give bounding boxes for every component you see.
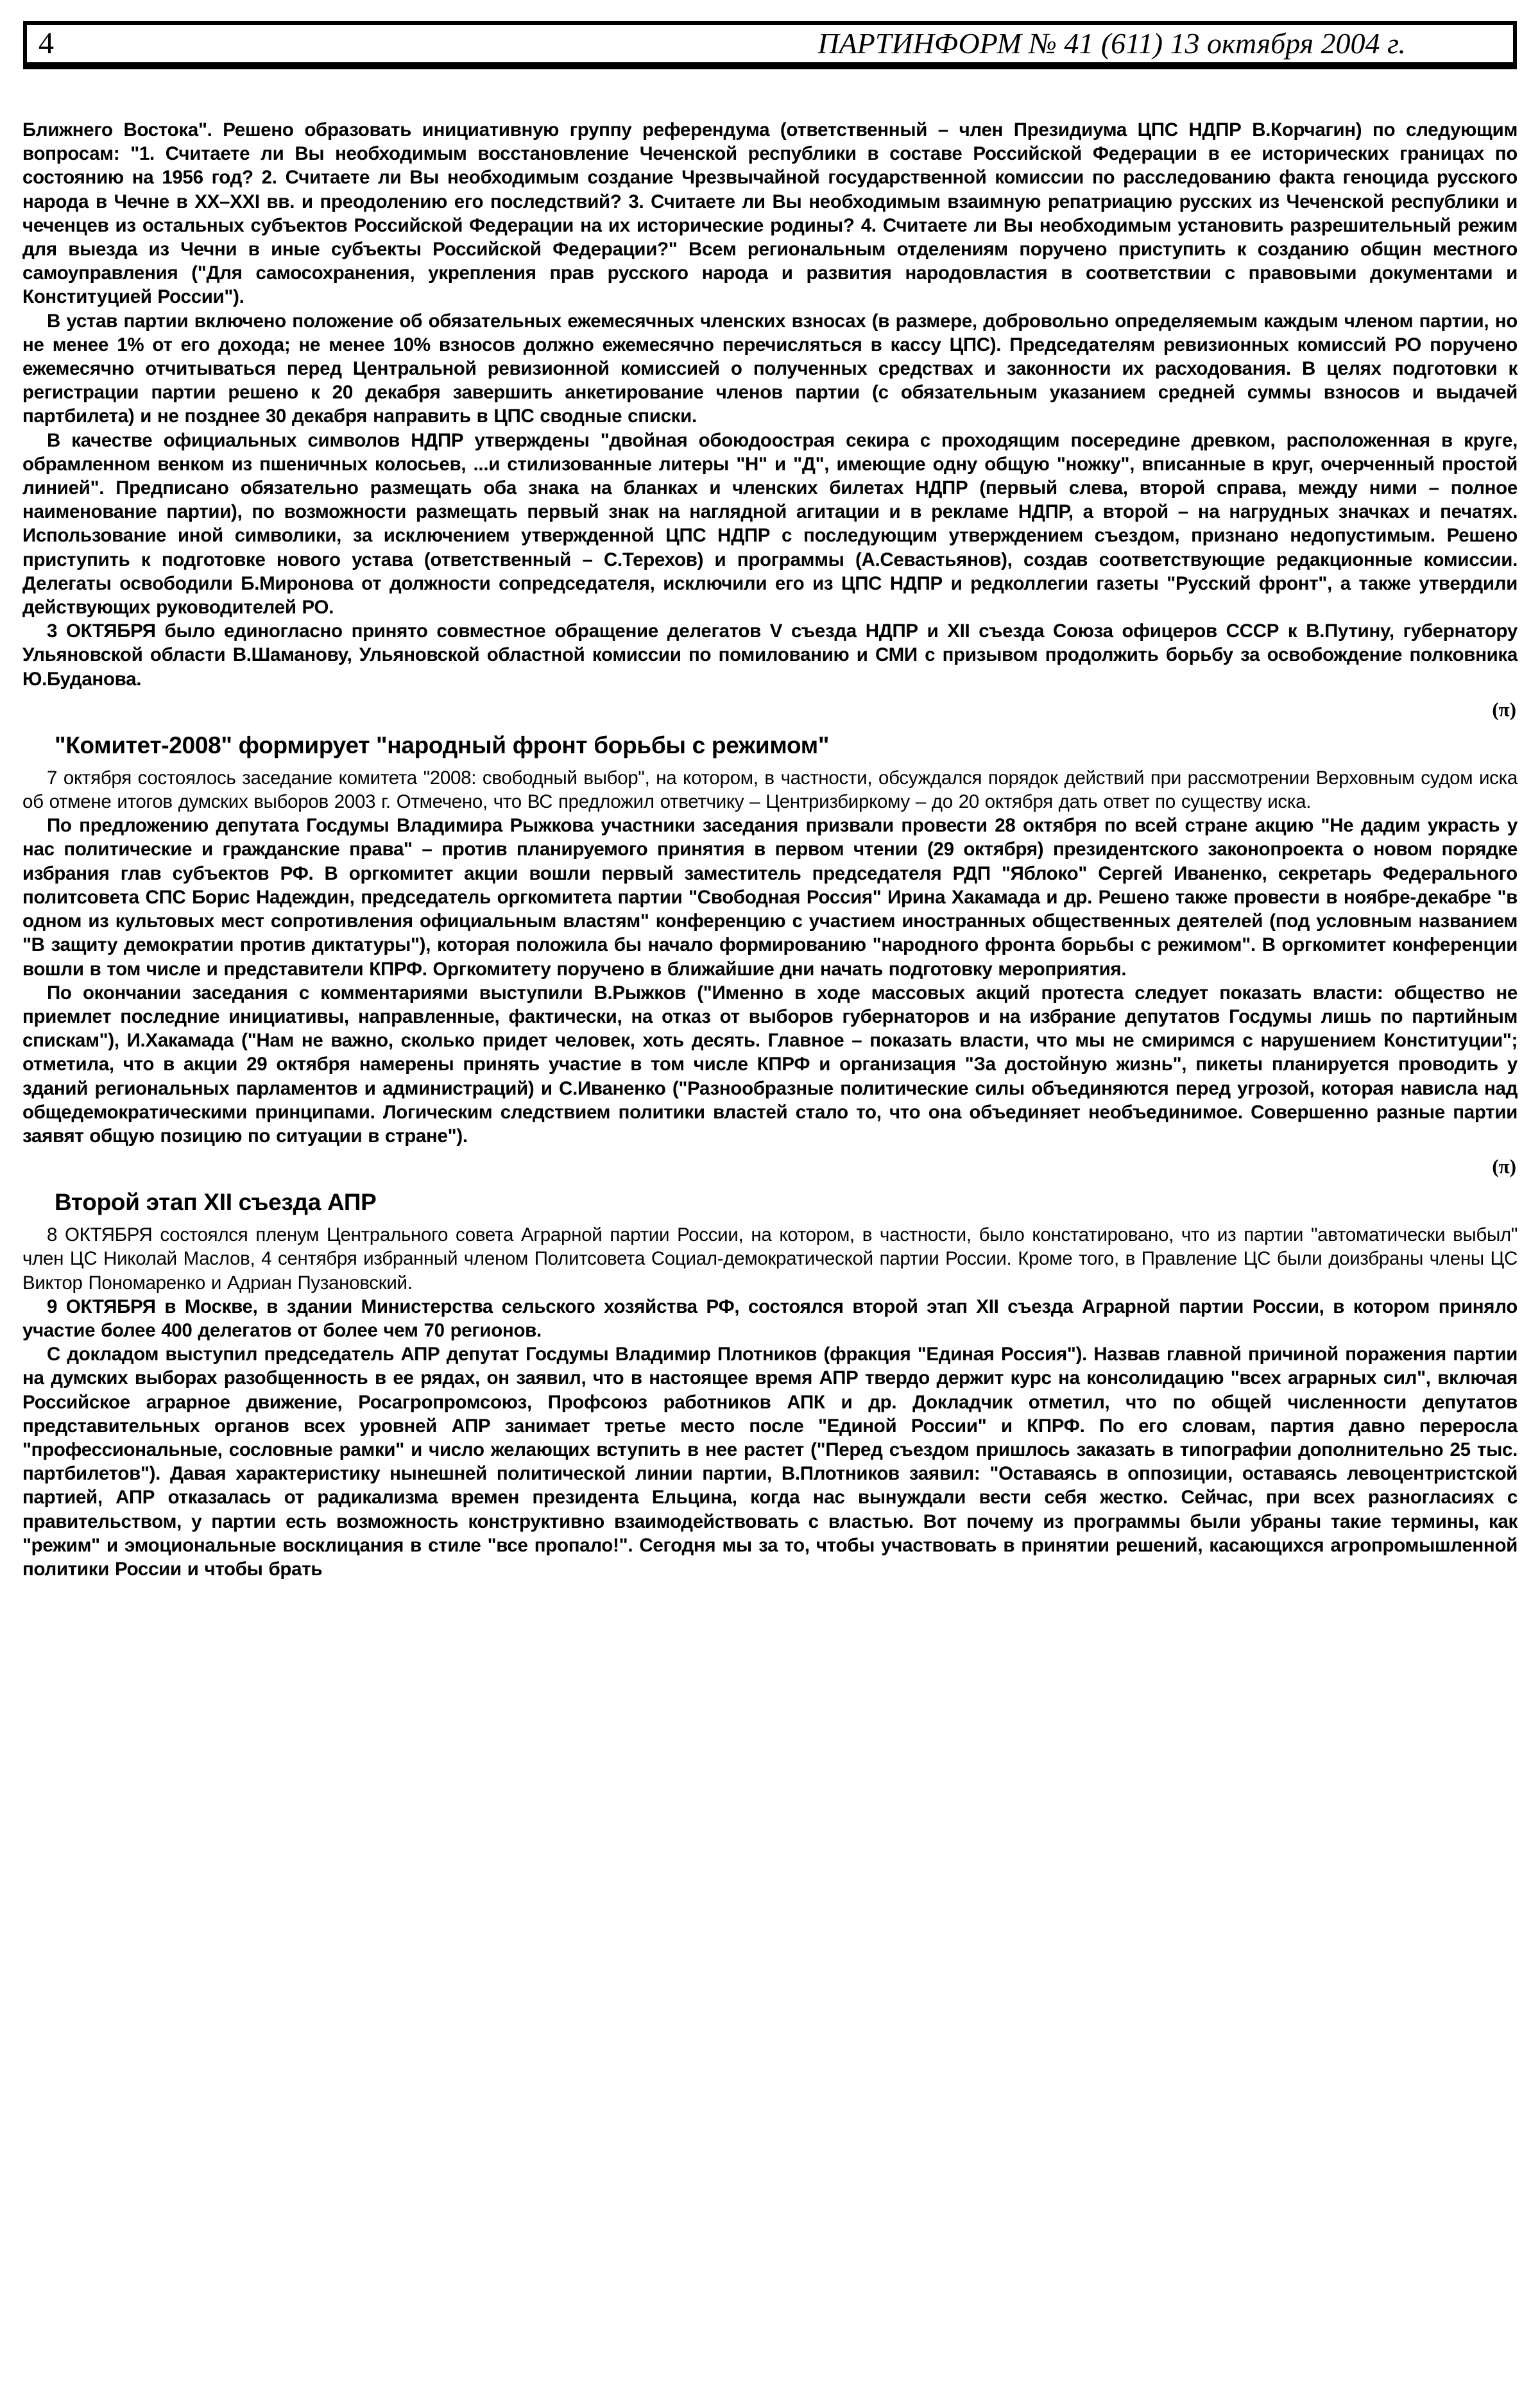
section-heading: Второй этап XII съезда АПР	[55, 1189, 377, 1216]
page-body	[22, 118, 1518, 1581]
paragraph: 3 ОКТЯБРЯ было единогласно принято совместное обращение делегатов V съезда НДПР и XII съезда Союза офицеров СССР к В.Путину, губернатору Ульяновской области В.Шаманову, Ульяновской областной комиссии по помилованию и СМИ с призывом продолжить борьбу за освобождение полковника Ю.Буданова.	[22, 620, 1518, 690]
paragraph: 9 ОКТЯБРЯ в Москве, в здании Министерства сельского хозяйства РФ, состоялся второй этап XII съезда Аграрной партии России, в котором приняло участие более 400 делегатов от более чем 70 регионов.	[22, 1296, 1518, 1341]
pi-marker: (π)	[1492, 697, 1516, 721]
paragraph: С докладом выступил председатель АПР депутат Госдумы Владимир Плотников (фракция "Единая Россия"). Назвав главной причиной поражения партии на думских выборах разобщенность в ее рядах, он заявил, что в настоящее время АПР твердо держит курс на консолидацию "всех аграрных сил", включая Российское аграрное движение, Росагропромсоюз, Профсоюз работников АПК и др. Докладчик отметил, что по общей численности депутатов представительных органов всех уровней АПР занимает третье место после "Единой России" и КПРФ. По его словам, партия давно переросла "профессиональные, сословные рамки" и число желающих вступить в нее растет ("Перед съездом пришлось заказать в типографии дополнительно 25 тыс. партбилетов"). Давая характеристику нынешней политической линии партии, В.Плотников заявил: "Оставаясь в оппозиции, оставаясь левоцентристской партией, АПР отказалась от радикализма времен президента Ельцина, когда нас вынуждали вести себя жестко. Сейчас, при всех разногласиях с правительством, у партии есть возможность конструктивно взаимодействовать с властью. Вот почему из программы были убраны такие термины, как "режим" и эмоциональные восклицания в стиле "все пропало!". Сегодня мы за то, чтобы участвовать в принятии решений, касающихся агропромышленной политики России и чтобы брать	[22, 1344, 1518, 1580]
pi-marker: (π)	[1492, 1155, 1516, 1178]
paragraph: По предложению депутата Госдумы Владимира Рыжкова участники заседания призвали провести 28 октября по всей стране акцию "Не дадим украсть у нас политические и гражданские права" – против планируемого принятия в первом чтении (29 октября) президентского законопроекта о новом порядке избрания глав субъектов РФ. В оргкомитет акции вошли первый заместитель председателя РДП "Яблоко" Сергей Иваненко, секретарь Федерального политсовета СПС Борис Надеждин, председатель оргкомитета партии "Свободная Россия" Ирина Хакамада и др. Решено также провести в ноябре-декабре "в одном из культовых мест сопротивления официальным властям" конференцию с участием иностранных общественных деятелей (под условным названием "В защиту демократии против диктатуры"), которая положила бы начало формированию "народного фронта борьбы с режимом". В оргкомитет конференции вошли в том числе и представители КПРФ. Оргкомитету поручено в ближайшие дни начать подготовку мероприятия.	[22, 815, 1518, 980]
paragraph: В качестве официальных символов НДПР утверждены "двойная обоюдоострая секира с проходящим посередине древком, расположенная в круге, обрамленном венком из пшеничных колосьев, ...и стилизованные литеры "Н" и "Д", имеющие одну общую "ножку", вписанные в круг, очерченный простой линией". Предписано обязательно размещать оба знака на бланках и членских билетах НДПР (первый слева, второй справа, между ними – полное наименование партии), по возможности размещать первый знак на наглядной агитации и в рекламе НДПР, а второй – на нагрудных значках и печатях. Использование иной символики, за исключением утвержденной ЦПС НДПР с последующим утверждением съездом, признано недопустимым. Решено приступить к подготовке нового устава (ответственный – С.Терехов) и программы (А.Севастьянов), создав соответствующие редакционные комиссии. Делегаты освободили Б.Миронова от должности сопредседателя, исключили его из ЦПС НДПР и редколлегии газеты "Русский фронт", а также утвердили действующих руководителей РО.	[22, 429, 1518, 619]
newsletter-header-title: ПАРТИНФОРМ № 41 (611) 13 октября 2004 г.	[817, 27, 1406, 60]
paragraph: По окончании заседания с комментариями выступили В.Рыжков ("Именно в ходе массовых акций протеста следует показать власти: общество не приемлет последние инициативы, направленные, фактически, на отказ от выборов губернаторов и на избрание депутатов Госдумы лишь по партийным спискам"), И.Хакамада ("Нам не важно, сколько придет человек, хоть десять. Главное – показать власти, что мы не смиримся с нарушением Конституции"; отметила, что в акции 29 октября намерены принять участие в том числе КПРФ и организация "За достойную жизнь", пикеты планируется проводить у зданий региональных парламентов и администраций) и С.Иваненко ("Разнообразные политические силы объединяются перед угрозой, которая нависла над общедемократическими принципами. Логическим следствием политики властей стало то, что она объединяет необъединимое. Совершенно разные партии заявят общую позицию по ситуации в стране").	[22, 982, 1518, 1147]
lead-paragraph: 7 октября состоялось заседание комитета "2008: свободный выбор", на котором, в частности, обсуждался порядок действий при рассмотрении Верховным судом иска об отмене итогов думских выборов 2003 г. Отмечено, что ВС предложил ответчику – Центризбиркому – до 20 октября дать ответ по существу иска.	[22, 767, 1518, 813]
paragraph: Ближнего Востока". Решено образовать инициативную группу референдума (ответственный – член Президиума ЦПС НДПР В.Корчагин) по следующим вопросам: "1. Считаете ли Вы необходимым восстановление Чеченской республики в составе Российской Федерации в ее исторических границах по состоянию на 1956 год? 2. Считаете ли Вы необходимым создание Чрезвычайной государственной комиссии по расследованию факта геноцида русского народа в Чечне в XX–XXI вв. и преодолению его последствий? 3. Считаете ли Вы необходимым взаимную репатриацию русских из Чеченской республики и чеченцев из остальных субъектов Российской Федерации на их исторические родины? 4. Считаете ли Вы необходимым установить разрешительный режим для выезда из Чечни в иные субъекты Российской Федерации?" Всем региональным отделениям поручено приступить к созданию общин местного самоуправления ("Для самосохранения, укрепления прав русского народа и развития народовластия в соответствии с правовыми документами и Конституцией России").	[22, 119, 1518, 308]
section-heading: "Комитет-2008" формирует "народный фронт борьбы с режимом"	[55, 731, 830, 758]
page-header	[23, 21, 1517, 69]
paragraph: В устав партии включено положение об обязательных ежемесячных членских взносах (в размере, добровольно определяемым каждым членом партии, но не менее 1% от его дохода; не менее 10% взносов должно ежемесячно перечисляться в кассу ЦПС). Председателям ревизионных комиссий РО поручено ежемесячно отчитываться перед Центральной ревизионной комиссией о полученных средствах и законности их расходования. В целях подготовки к регистрации партии решено к 20 декабря завершить анкетирование членов партии (с обязательным указанием средней суммы взносов и выдачей партбилета) и не позднее 30 декабря направить в ЦПС сводные списки.	[22, 310, 1518, 427]
lead-paragraph: 8 ОКТЯБРЯ состоялся пленум Центрального совета Аграрной партии России, на котором, в частности, было констатировано, что из партии "автоматически выбыл" член ЦС Николай Маслов, 4 сентября избранный членом Политсовета Социал-демократической партии России. Кроме того, в Правление ЦС были доизбраны члены ЦС Виктор Пономаренко и Адриан Пузановский.	[22, 1224, 1518, 1294]
page-number: 4	[38, 26, 54, 60]
